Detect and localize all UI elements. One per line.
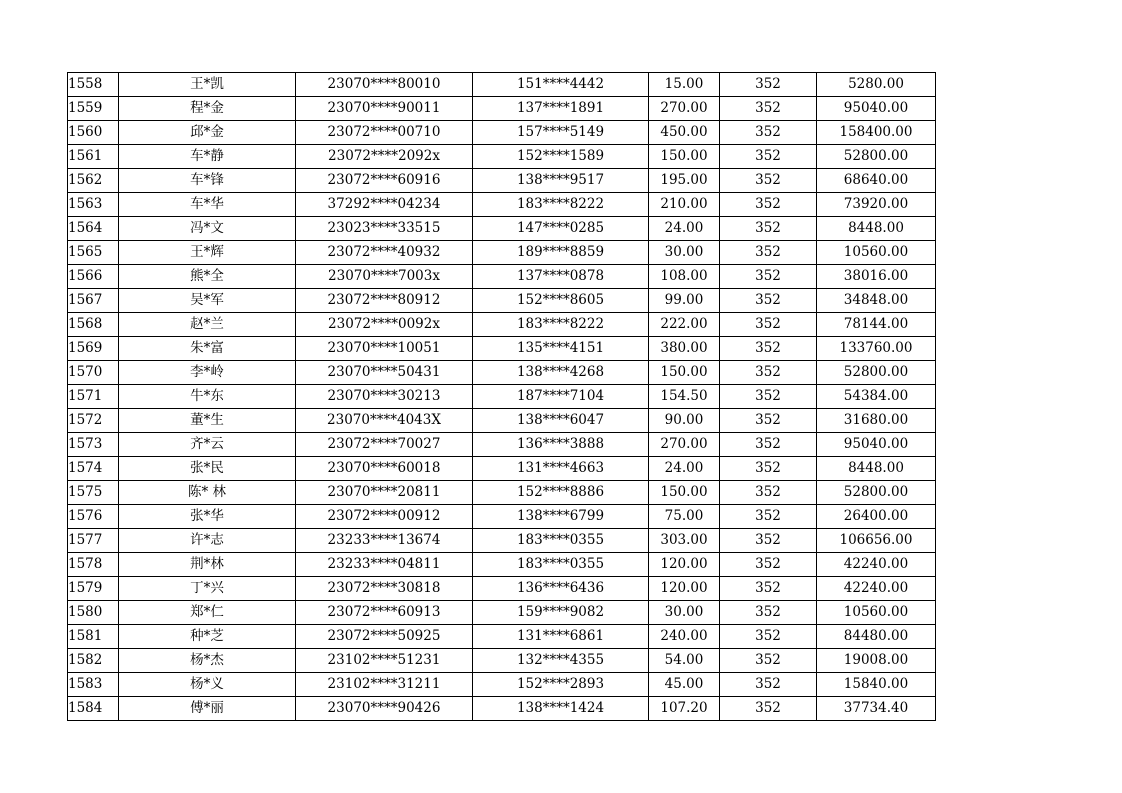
table-row bbox=[68, 553, 936, 577]
id-number-cell: 23070****90426 bbox=[296, 697, 473, 721]
name-cell: 李*岭 bbox=[119, 361, 296, 385]
unit-price-cell: 352 bbox=[720, 481, 817, 505]
data-table-container bbox=[67, 72, 936, 721]
quantity-cell: 303.00 bbox=[649, 529, 720, 553]
id-number-cell: 37292****04234 bbox=[296, 193, 473, 217]
row-number-cell: 1570 bbox=[68, 361, 119, 385]
unit-price-cell: 352 bbox=[720, 169, 817, 193]
row-number-cell: 1559 bbox=[68, 97, 119, 121]
quantity-cell: 24.00 bbox=[649, 457, 720, 481]
name-cell: 车*华 bbox=[119, 193, 296, 217]
quantity-cell: 222.00 bbox=[649, 313, 720, 337]
unit-price-cell: 352 bbox=[720, 529, 817, 553]
unit-price-cell: 352 bbox=[720, 601, 817, 625]
table-row bbox=[68, 529, 936, 553]
table-row bbox=[68, 169, 936, 193]
unit-price-cell: 352 bbox=[720, 505, 817, 529]
table-row bbox=[68, 337, 936, 361]
row-number-cell: 1563 bbox=[68, 193, 119, 217]
table-row bbox=[68, 73, 936, 97]
quantity-cell: 150.00 bbox=[649, 361, 720, 385]
unit-price-cell: 352 bbox=[720, 97, 817, 121]
phone-cell: 157****5149 bbox=[473, 121, 649, 145]
row-number-cell: 1561 bbox=[68, 145, 119, 169]
quantity-cell: 30.00 bbox=[649, 241, 720, 265]
row-number-cell: 1581 bbox=[68, 625, 119, 649]
quantity-cell: 90.00 bbox=[649, 409, 720, 433]
table-row bbox=[68, 649, 936, 673]
name-cell: 吴*军 bbox=[119, 289, 296, 313]
phone-cell: 183****8222 bbox=[473, 193, 649, 217]
quantity-cell: 154.50 bbox=[649, 385, 720, 409]
row-number-cell: 1562 bbox=[68, 169, 119, 193]
phone-cell: 137****1891 bbox=[473, 97, 649, 121]
id-number-cell: 23070****7003x bbox=[296, 265, 473, 289]
row-number-cell: 1573 bbox=[68, 433, 119, 457]
amount-cell: 42240.00 bbox=[817, 577, 936, 601]
row-number-cell: 1576 bbox=[68, 505, 119, 529]
table-row bbox=[68, 97, 936, 121]
phone-cell: 159****9082 bbox=[473, 601, 649, 625]
table-row bbox=[68, 601, 936, 625]
amount-cell: 8448.00 bbox=[817, 217, 936, 241]
table-row bbox=[68, 217, 936, 241]
amount-cell: 5280.00 bbox=[817, 73, 936, 97]
table-row bbox=[68, 313, 936, 337]
table-row bbox=[68, 241, 936, 265]
unit-price-cell: 352 bbox=[720, 217, 817, 241]
id-number-cell: 23102****51231 bbox=[296, 649, 473, 673]
table-row bbox=[68, 505, 936, 529]
amount-cell: 133760.00 bbox=[817, 337, 936, 361]
row-number-cell: 1564 bbox=[68, 217, 119, 241]
name-cell: 车*锋 bbox=[119, 169, 296, 193]
amount-cell: 95040.00 bbox=[817, 433, 936, 457]
unit-price-cell: 352 bbox=[720, 433, 817, 457]
row-number-cell: 1583 bbox=[68, 673, 119, 697]
phone-cell: 136****6436 bbox=[473, 577, 649, 601]
quantity-cell: 54.00 bbox=[649, 649, 720, 673]
amount-cell: 73920.00 bbox=[817, 193, 936, 217]
phone-cell: 138****1424 bbox=[473, 697, 649, 721]
name-cell: 冯*文 bbox=[119, 217, 296, 241]
amount-cell: 19008.00 bbox=[817, 649, 936, 673]
row-number-cell: 1574 bbox=[68, 457, 119, 481]
table-row bbox=[68, 361, 936, 385]
unit-price-cell: 352 bbox=[720, 313, 817, 337]
name-cell: 邱*金 bbox=[119, 121, 296, 145]
amount-cell: 8448.00 bbox=[817, 457, 936, 481]
unit-price-cell: 352 bbox=[720, 241, 817, 265]
phone-cell: 147****0285 bbox=[473, 217, 649, 241]
phone-cell: 131****4663 bbox=[473, 457, 649, 481]
quantity-cell: 120.00 bbox=[649, 577, 720, 601]
amount-cell: 68640.00 bbox=[817, 169, 936, 193]
id-number-cell: 23070****20811 bbox=[296, 481, 473, 505]
row-number-cell: 1577 bbox=[68, 529, 119, 553]
id-number-cell: 23072****40932 bbox=[296, 241, 473, 265]
amount-cell: 37734.40 bbox=[817, 697, 936, 721]
phone-cell: 152****8886 bbox=[473, 481, 649, 505]
quantity-cell: 195.00 bbox=[649, 169, 720, 193]
amount-cell: 10560.00 bbox=[817, 601, 936, 625]
name-cell: 张*华 bbox=[119, 505, 296, 529]
amount-cell: 106656.00 bbox=[817, 529, 936, 553]
quantity-cell: 210.00 bbox=[649, 193, 720, 217]
id-number-cell: 23070****60018 bbox=[296, 457, 473, 481]
row-number-cell: 1567 bbox=[68, 289, 119, 313]
quantity-cell: 120.00 bbox=[649, 553, 720, 577]
unit-price-cell: 352 bbox=[720, 121, 817, 145]
phone-cell: 189****8859 bbox=[473, 241, 649, 265]
id-number-cell: 23072****00912 bbox=[296, 505, 473, 529]
unit-price-cell: 352 bbox=[720, 385, 817, 409]
name-cell: 王*辉 bbox=[119, 241, 296, 265]
phone-cell: 183****0355 bbox=[473, 553, 649, 577]
amount-cell: 42240.00 bbox=[817, 553, 936, 577]
table-row bbox=[68, 409, 936, 433]
id-number-cell: 23070****30213 bbox=[296, 385, 473, 409]
name-cell: 车*静 bbox=[119, 145, 296, 169]
name-cell: 张*民 bbox=[119, 457, 296, 481]
id-number-cell: 23070****80010 bbox=[296, 73, 473, 97]
table-row bbox=[68, 145, 936, 169]
phone-cell: 138****4268 bbox=[473, 361, 649, 385]
table-row bbox=[68, 457, 936, 481]
amount-cell: 38016.00 bbox=[817, 265, 936, 289]
name-cell: 郑*仁 bbox=[119, 601, 296, 625]
quantity-cell: 15.00 bbox=[649, 73, 720, 97]
unit-price-cell: 352 bbox=[720, 289, 817, 313]
name-cell: 齐*云 bbox=[119, 433, 296, 457]
id-number-cell: 23072****70027 bbox=[296, 433, 473, 457]
quantity-cell: 75.00 bbox=[649, 505, 720, 529]
row-number-cell: 1565 bbox=[68, 241, 119, 265]
phone-cell: 137****0878 bbox=[473, 265, 649, 289]
row-number-cell: 1584 bbox=[68, 697, 119, 721]
amount-cell: 54384.00 bbox=[817, 385, 936, 409]
unit-price-cell: 352 bbox=[720, 337, 817, 361]
quantity-cell: 150.00 bbox=[649, 145, 720, 169]
amount-cell: 84480.00 bbox=[817, 625, 936, 649]
id-number-cell: 23072****60913 bbox=[296, 601, 473, 625]
table-row bbox=[68, 289, 936, 313]
table-row bbox=[68, 625, 936, 649]
phone-cell: 136****3888 bbox=[473, 433, 649, 457]
amount-cell: 34848.00 bbox=[817, 289, 936, 313]
table-row bbox=[68, 433, 936, 457]
quantity-cell: 99.00 bbox=[649, 289, 720, 313]
amount-cell: 15840.00 bbox=[817, 673, 936, 697]
name-cell: 赵*兰 bbox=[119, 313, 296, 337]
table-row bbox=[68, 385, 936, 409]
phone-cell: 187****7104 bbox=[473, 385, 649, 409]
row-number-cell: 1572 bbox=[68, 409, 119, 433]
table-row bbox=[68, 673, 936, 697]
id-number-cell: 23072****30818 bbox=[296, 577, 473, 601]
amount-cell: 95040.00 bbox=[817, 97, 936, 121]
row-number-cell: 1568 bbox=[68, 313, 119, 337]
id-number-cell: 23070****90011 bbox=[296, 97, 473, 121]
id-number-cell: 23072****0092x bbox=[296, 313, 473, 337]
row-number-cell: 1560 bbox=[68, 121, 119, 145]
quantity-cell: 108.00 bbox=[649, 265, 720, 289]
phone-cell: 132****4355 bbox=[473, 649, 649, 673]
name-cell: 杨*义 bbox=[119, 673, 296, 697]
quantity-cell: 450.00 bbox=[649, 121, 720, 145]
row-number-cell: 1579 bbox=[68, 577, 119, 601]
table-row bbox=[68, 697, 936, 721]
name-cell: 陈* 林 bbox=[119, 481, 296, 505]
table-row bbox=[68, 121, 936, 145]
table-row bbox=[68, 481, 936, 505]
row-number-cell: 1569 bbox=[68, 337, 119, 361]
table-body bbox=[68, 73, 936, 721]
id-number-cell: 23233****04811 bbox=[296, 553, 473, 577]
id-number-cell: 23072****50925 bbox=[296, 625, 473, 649]
name-cell: 程*金 bbox=[119, 97, 296, 121]
id-number-cell: 23070****4043X bbox=[296, 409, 473, 433]
unit-price-cell: 352 bbox=[720, 577, 817, 601]
table-row bbox=[68, 193, 936, 217]
phone-cell: 135****4151 bbox=[473, 337, 649, 361]
unit-price-cell: 352 bbox=[720, 457, 817, 481]
id-number-cell: 23070****10051 bbox=[296, 337, 473, 361]
name-cell: 朱*富 bbox=[119, 337, 296, 361]
quantity-cell: 45.00 bbox=[649, 673, 720, 697]
phone-cell: 138****6799 bbox=[473, 505, 649, 529]
name-cell: 许*志 bbox=[119, 529, 296, 553]
id-number-cell: 23023****33515 bbox=[296, 217, 473, 241]
quantity-cell: 30.00 bbox=[649, 601, 720, 625]
id-number-cell: 23102****31211 bbox=[296, 673, 473, 697]
name-cell: 王*凯 bbox=[119, 73, 296, 97]
amount-cell: 31680.00 bbox=[817, 409, 936, 433]
unit-price-cell: 352 bbox=[720, 409, 817, 433]
id-number-cell: 23072****80912 bbox=[296, 289, 473, 313]
name-cell: 杨*杰 bbox=[119, 649, 296, 673]
table-row bbox=[68, 265, 936, 289]
unit-price-cell: 352 bbox=[720, 193, 817, 217]
name-cell: 种*芝 bbox=[119, 625, 296, 649]
unit-price-cell: 352 bbox=[720, 145, 817, 169]
name-cell: 荆*林 bbox=[119, 553, 296, 577]
quantity-cell: 107.20 bbox=[649, 697, 720, 721]
unit-price-cell: 352 bbox=[720, 697, 817, 721]
name-cell: 牛*东 bbox=[119, 385, 296, 409]
row-number-cell: 1571 bbox=[68, 385, 119, 409]
id-number-cell: 23070****50431 bbox=[296, 361, 473, 385]
unit-price-cell: 352 bbox=[720, 625, 817, 649]
amount-cell: 10560.00 bbox=[817, 241, 936, 265]
row-number-cell: 1578 bbox=[68, 553, 119, 577]
name-cell: 熊*全 bbox=[119, 265, 296, 289]
quantity-cell: 240.00 bbox=[649, 625, 720, 649]
quantity-cell: 380.00 bbox=[649, 337, 720, 361]
unit-price-cell: 352 bbox=[720, 361, 817, 385]
data-table bbox=[67, 72, 936, 721]
quantity-cell: 270.00 bbox=[649, 433, 720, 457]
quantity-cell: 24.00 bbox=[649, 217, 720, 241]
phone-cell: 138****9517 bbox=[473, 169, 649, 193]
name-cell: 董*生 bbox=[119, 409, 296, 433]
amount-cell: 26400.00 bbox=[817, 505, 936, 529]
phone-cell: 151****4442 bbox=[473, 73, 649, 97]
phone-cell: 152****8605 bbox=[473, 289, 649, 313]
row-number-cell: 1582 bbox=[68, 649, 119, 673]
phone-cell: 138****6047 bbox=[473, 409, 649, 433]
unit-price-cell: 352 bbox=[720, 265, 817, 289]
phone-cell: 183****0355 bbox=[473, 529, 649, 553]
unit-price-cell: 352 bbox=[720, 73, 817, 97]
name-cell: 傅*丽 bbox=[119, 697, 296, 721]
amount-cell: 52800.00 bbox=[817, 361, 936, 385]
phone-cell: 152****1589 bbox=[473, 145, 649, 169]
amount-cell: 158400.00 bbox=[817, 121, 936, 145]
unit-price-cell: 352 bbox=[720, 649, 817, 673]
phone-cell: 131****6861 bbox=[473, 625, 649, 649]
id-number-cell: 23072****60916 bbox=[296, 169, 473, 193]
id-number-cell: 23072****2092x bbox=[296, 145, 473, 169]
phone-cell: 152****2893 bbox=[473, 673, 649, 697]
name-cell: 丁*兴 bbox=[119, 577, 296, 601]
row-number-cell: 1558 bbox=[68, 73, 119, 97]
row-number-cell: 1566 bbox=[68, 265, 119, 289]
id-number-cell: 23233****13674 bbox=[296, 529, 473, 553]
amount-cell: 52800.00 bbox=[817, 145, 936, 169]
table-row bbox=[68, 577, 936, 601]
amount-cell: 78144.00 bbox=[817, 313, 936, 337]
quantity-cell: 270.00 bbox=[649, 97, 720, 121]
quantity-cell: 150.00 bbox=[649, 481, 720, 505]
phone-cell: 183****8222 bbox=[473, 313, 649, 337]
row-number-cell: 1575 bbox=[68, 481, 119, 505]
unit-price-cell: 352 bbox=[720, 553, 817, 577]
row-number-cell: 1580 bbox=[68, 601, 119, 625]
unit-price-cell: 352 bbox=[720, 673, 817, 697]
id-number-cell: 23072****00710 bbox=[296, 121, 473, 145]
amount-cell: 52800.00 bbox=[817, 481, 936, 505]
